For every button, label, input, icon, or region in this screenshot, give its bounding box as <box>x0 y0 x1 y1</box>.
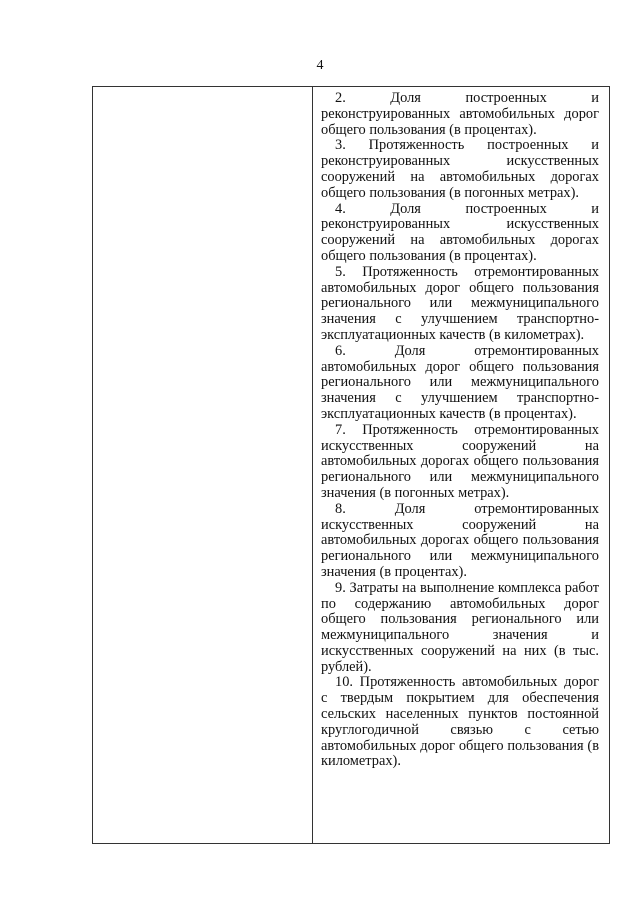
list-item-9: 9. Затраты на выполнение комплекса работ по содержанию автомобильных дорог общего пользования регионального или межмуниципального значения и искусственных сооружений на них (в тыс. рублей). <box>321 579 599 675</box>
list-item-7: 7. Протяженность отремонтированных искусственных сооружений на автомобильных дорогах общего пользования регионального или межмуниципального значения (в погонных метрах). <box>321 421 599 501</box>
list-item-6: 6. Доля отремонтированных автомобильных дорог общего пользования регионального или межмуниципального значения с улучшением транспортно-эксплуатационных качеств (в процентах). <box>321 342 599 422</box>
page-number: 4 <box>316 58 324 73</box>
list-item-10: 10. Протяженность автомобильных дорог с твердым покрытием для обеспечения сельских населенных пунктов постоянной круглогодичной связью с сетью автомобильных дорог общего пользования (в километрах). <box>321 674 599 770</box>
list-item-3: 3. Протяженность построенных и реконструированных искусственных сооружений на автомобильных дорогах общего пользования (в погонных метрах). <box>321 137 599 201</box>
list-item-4: 4. Доля построенных и реконструированных искусственных сооружений на автомобильных дорогах общего пользования (в процентах). <box>321 200 599 264</box>
list-item-2: 2. Доля построенных и реконструированных автомобильных дорог общего пользования (в процентах). <box>321 90 599 138</box>
list-item-8: 8. Доля отремонтированных искусственных сооружений на автомобильных дорогах общего пользования регионального или межмуниципального значения (в процентах). <box>321 500 599 580</box>
table-left-cell <box>93 87 313 843</box>
table-right-cell <box>313 87 609 843</box>
list-item-5: 5. Протяженность отремонтированных автомобильных дорог общего пользования регионального или межмуниципального значения с улучшением транспортно-эксплуатационных качеств (в километрах). <box>321 263 599 343</box>
document-table <box>92 86 610 844</box>
